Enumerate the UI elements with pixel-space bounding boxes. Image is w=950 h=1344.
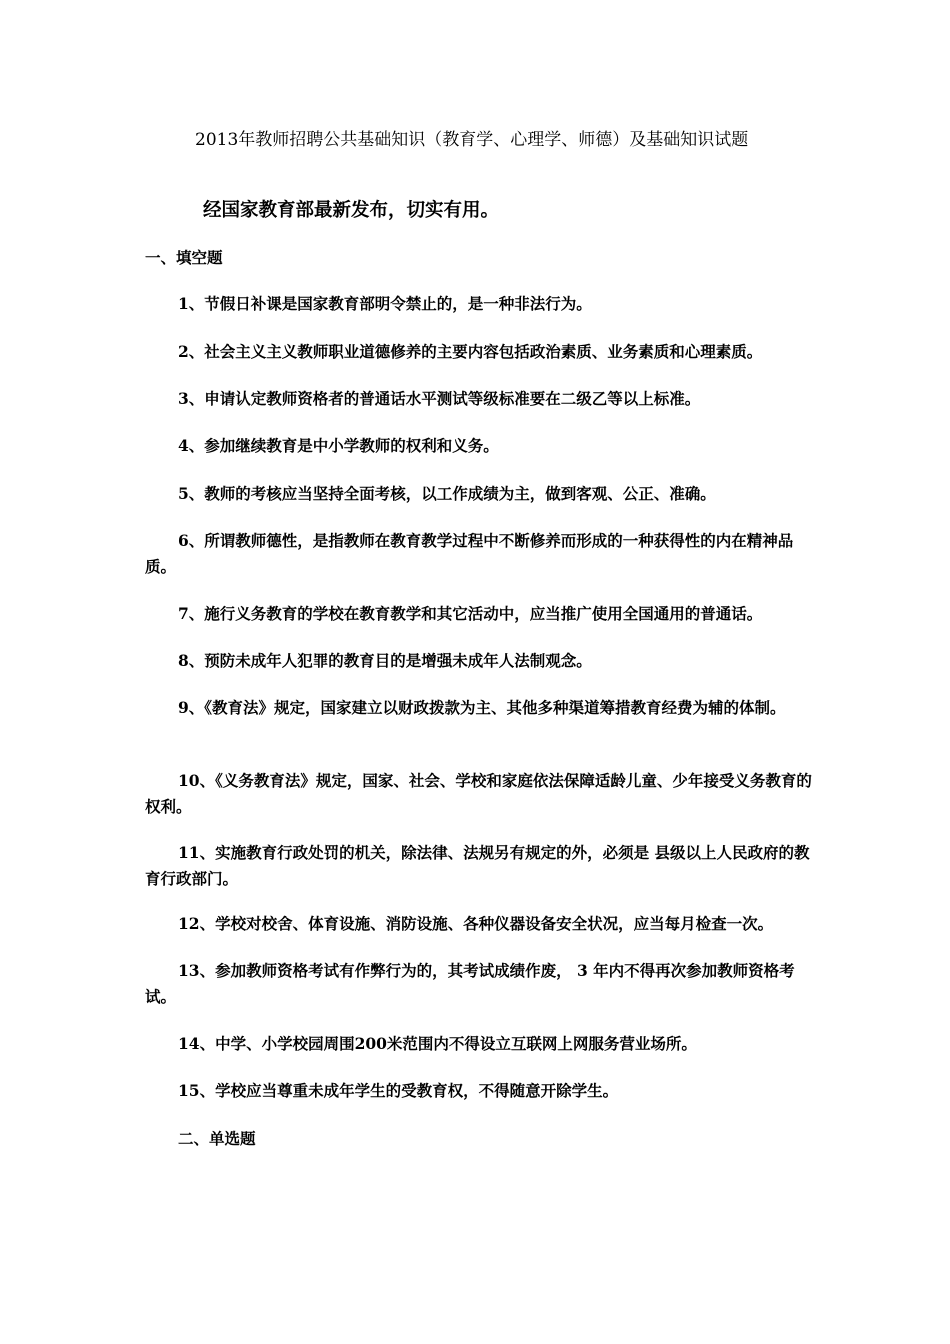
question-item: 7、施行义务教育的学校在教育教学和其它活动中，应当推广使用全国通用的普通话。 bbox=[178, 604, 763, 623]
document-subtitle: 经国家教育部最新发布，切实有用。 bbox=[203, 200, 500, 221]
question-item: 3、申请认定教师资格者的普通话水平测试等级标准要在二级乙等以上标准。 bbox=[178, 389, 701, 408]
question-item: 15、学校应当尊重未成年学生的受教育权，不得随意开除学生。 bbox=[178, 1081, 619, 1100]
section-heading-single-choice: 二、单选题 bbox=[178, 1129, 256, 1148]
section-heading-fill-in: 一、填空题 bbox=[145, 248, 223, 267]
question-item: 13、参加教师资格考试有作弊行为的，其考试成绩作废， 3 年内不得再次参加教师资格考试。 bbox=[145, 961, 795, 1006]
question-item: 6、所谓教师德性，是指教师在教育教学过程中不断修养而形成的一种获得性的内在精神品质。 bbox=[145, 531, 794, 576]
question-item: 12、学校对校舍、体育设施、消防设施、各种仪器设备安全状况，应当每月检查一次。 bbox=[178, 914, 774, 933]
question-item: 10、《义务教育法》规定，国家、社会、学校和家庭依法保障适龄儿童、少年接受义务教育的权利。 bbox=[145, 771, 812, 816]
document-title: 2013年教师招聘公共基础知识（教育学、心理学、师德）及基础知识试题 bbox=[195, 130, 749, 150]
question-item: 4、参加继续教育是中小学教师的权利和义务。 bbox=[178, 436, 499, 455]
question-item: 14、中学、小学校园周围200米范围内不得设立互联网上网服务营业场所。 bbox=[178, 1034, 697, 1053]
question-item: 1、节假日补课是国家教育部明令禁止的，是一种非法行为。 bbox=[178, 294, 592, 313]
question-item: 8、预防未成年人犯罪的教育目的是增强未成年人法制观念。 bbox=[178, 651, 592, 670]
question-item: 5、教师的考核应当坚持全面考核，以工作成绩为主，做到客观、公正、准确。 bbox=[178, 484, 716, 503]
question-item: 9、《教育法》规定，国家建立以财政拨款为主、其他多种渠道筹措教育经费为辅的体制。 bbox=[178, 698, 786, 717]
question-item: 11、实施教育行政处罚的机关，除法律、法规另有规定的外，必须是 县级以上人民政府的教育行政部门。 bbox=[145, 843, 810, 888]
question-item: 2、社会主义主义教师职业道德修养的主要内容包括政治素质、业务素质和心理素质。 bbox=[178, 342, 763, 361]
